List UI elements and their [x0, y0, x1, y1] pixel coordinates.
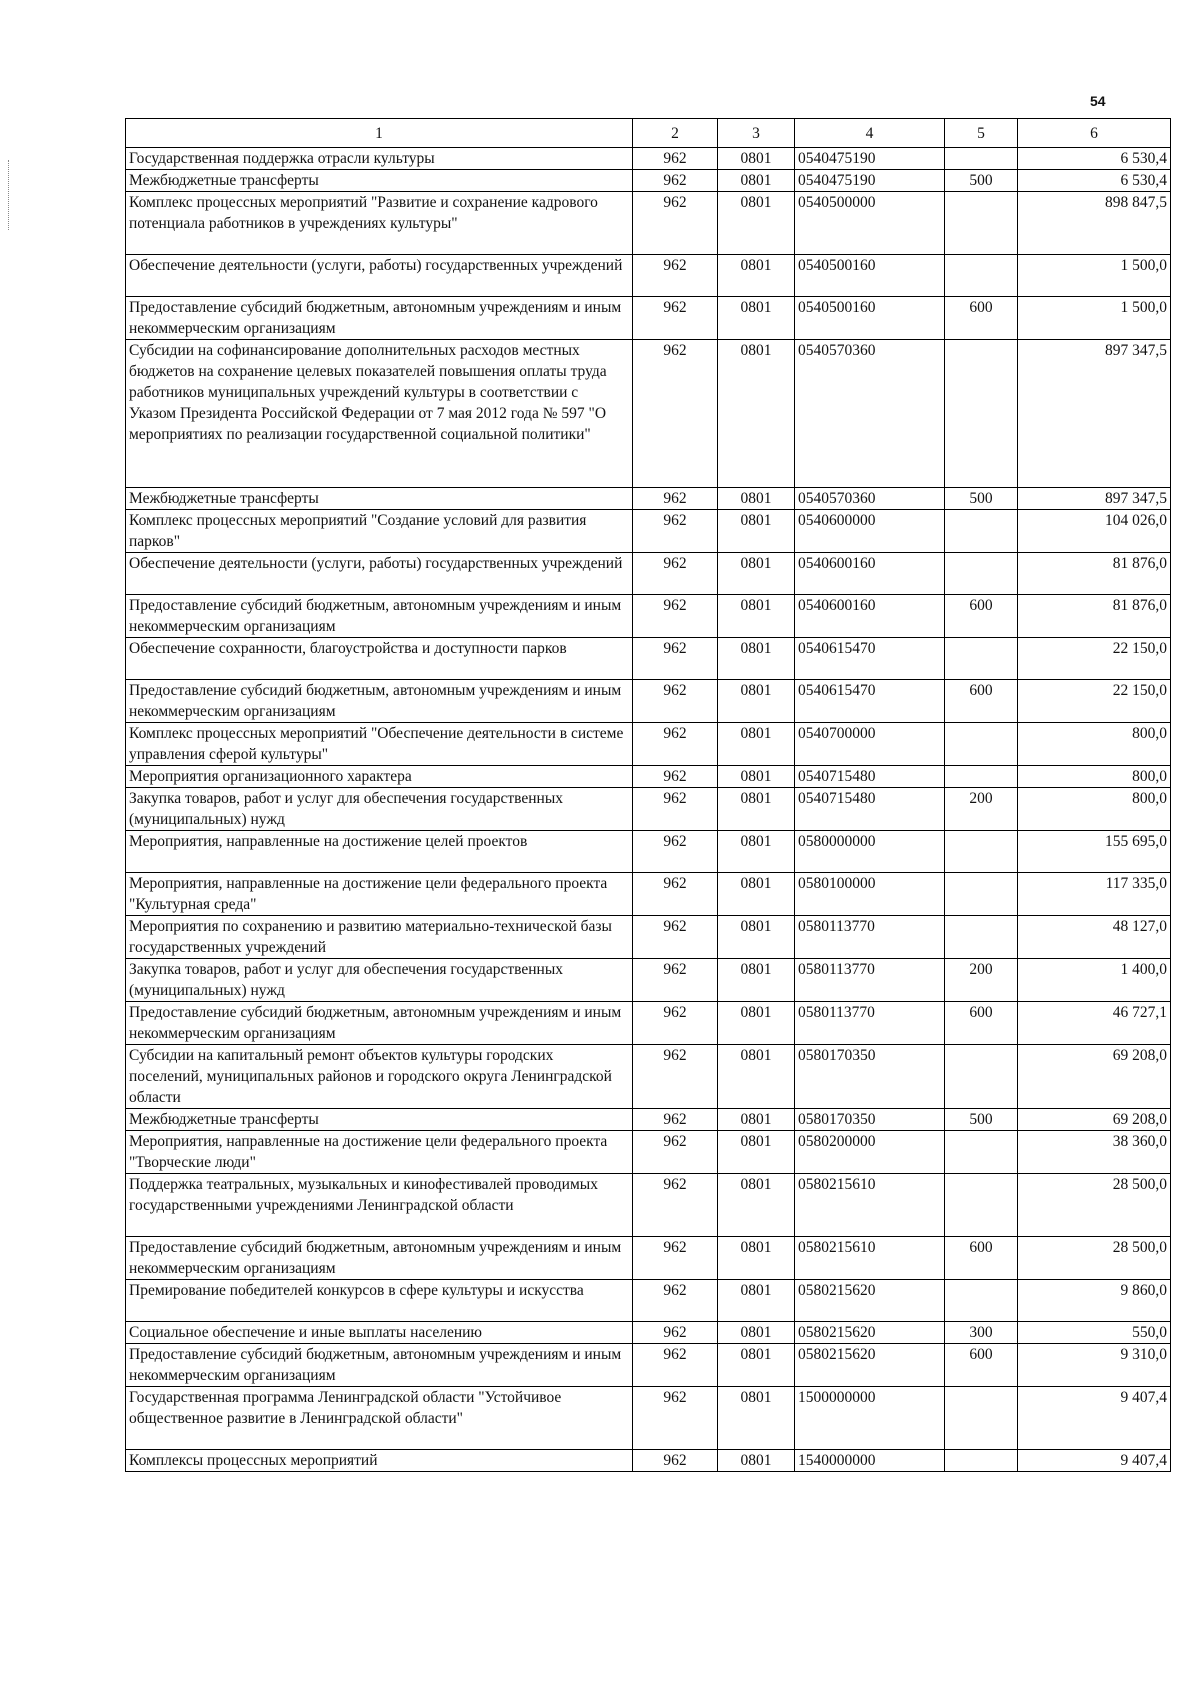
grbs-cell: 962 — [633, 638, 718, 680]
table-row — [126, 170, 1171, 192]
row-name-cell: Мероприятия организационного характера — [126, 766, 633, 788]
target-code-cell: 0540500000 — [795, 192, 945, 255]
target-code-cell: 0540615470 — [795, 680, 945, 723]
amount-cell: 550,0 — [1018, 1322, 1171, 1344]
table-row — [126, 1045, 1171, 1109]
target-code-cell: 0540475190 — [795, 148, 945, 170]
expense-type-cell — [945, 916, 1018, 959]
target-code-cell: 0540715480 — [795, 766, 945, 788]
table-row — [126, 831, 1171, 873]
target-code-cell: 0540700000 — [795, 723, 945, 766]
grbs-cell: 962 — [633, 192, 718, 255]
expense-type-cell: 600 — [945, 680, 1018, 723]
expense-type-cell — [945, 553, 1018, 595]
target-code-cell: 0540475190 — [795, 170, 945, 192]
amount-cell: 46 727,1 — [1018, 1002, 1171, 1045]
table-row — [126, 553, 1171, 595]
expense-type-cell: 200 — [945, 959, 1018, 1002]
grbs-cell: 962 — [633, 959, 718, 1002]
amount-cell: 81 876,0 — [1018, 595, 1171, 638]
expense-type-cell — [945, 1450, 1018, 1472]
grbs-cell: 962 — [633, 1174, 718, 1237]
target-code-cell: 0580170350 — [795, 1109, 945, 1131]
expense-type-cell — [945, 1174, 1018, 1237]
target-code-cell: 0540500160 — [795, 297, 945, 340]
grbs-cell: 962 — [633, 255, 718, 297]
row-name-cell: Межбюджетные трансферты — [126, 170, 633, 192]
expense-type-cell — [945, 1131, 1018, 1174]
grbs-cell: 962 — [633, 1322, 718, 1344]
table-row — [126, 638, 1171, 680]
amount-cell: 28 500,0 — [1018, 1174, 1171, 1237]
row-name-cell: Обеспечение деятельности (услуги, работы) государственных учреждений — [126, 553, 633, 595]
grbs-cell: 962 — [633, 1131, 718, 1174]
section-cell: 0801 — [718, 1174, 795, 1237]
row-name-cell: Обеспечение сохранности, благоустройства и доступности парков — [126, 638, 633, 680]
row-name-cell: Мероприятия, направленные на достижение цели федерального проекта "Творческие люди" — [126, 1131, 633, 1174]
amount-cell: 28 500,0 — [1018, 1237, 1171, 1280]
table-row — [126, 192, 1171, 255]
table-row — [126, 1344, 1171, 1387]
column-header: 4 — [795, 119, 945, 148]
target-code-cell: 0540600000 — [795, 510, 945, 553]
target-code-cell: 0540600160 — [795, 553, 945, 595]
grbs-cell: 962 — [633, 1344, 718, 1387]
grbs-cell: 962 — [633, 723, 718, 766]
section-cell: 0801 — [718, 831, 795, 873]
target-code-cell: 0580100000 — [795, 873, 945, 916]
table-row — [126, 510, 1171, 553]
amount-cell: 6 530,4 — [1018, 170, 1171, 192]
grbs-cell: 962 — [633, 1450, 718, 1472]
table-row — [126, 723, 1171, 766]
row-name-cell: Поддержка театральных, музыкальных и кинофестивалей проводимых государственными учреждениями Ленинградской области — [126, 1174, 633, 1237]
amount-cell: 800,0 — [1018, 766, 1171, 788]
target-code-cell: 0580215620 — [795, 1280, 945, 1322]
grbs-cell: 962 — [633, 1280, 718, 1322]
amount-cell: 69 208,0 — [1018, 1045, 1171, 1109]
grbs-cell: 962 — [633, 680, 718, 723]
column-header: 6 — [1018, 119, 1171, 148]
expense-type-cell: 600 — [945, 297, 1018, 340]
row-name-cell: Комплекс процессных мероприятий "Развитие и сохранение кадрового потенциала работников в учреждениях культуры" — [126, 192, 633, 255]
table-row — [126, 255, 1171, 297]
amount-cell: 155 695,0 — [1018, 831, 1171, 873]
amount-cell: 1 500,0 — [1018, 297, 1171, 340]
expense-type-cell: 200 — [945, 788, 1018, 831]
table-row — [126, 1131, 1171, 1174]
expense-type-cell: 500 — [945, 1109, 1018, 1131]
section-cell: 0801 — [718, 488, 795, 510]
section-cell: 0801 — [718, 170, 795, 192]
amount-cell: 800,0 — [1018, 723, 1171, 766]
expense-type-cell: 300 — [945, 1322, 1018, 1344]
row-name-cell: Субсидии на софинансирование дополнительных расходов местных бюджетов на сохранение целевых показателей повышения оплаты труда работников муниципальных учреждений культуры в соответствии с Указом Президента Российской Федерации от 7 мая 2012 года № 597 "О мероприятиях по реализации государственной социальной политики" — [126, 340, 633, 488]
row-name-cell: Премирование победителей конкурсов в сфере культуры и искусства — [126, 1280, 633, 1322]
row-name-cell: Мероприятия, направленные на достижение цели федерального проекта "Культурная среда" — [126, 873, 633, 916]
section-cell: 0801 — [718, 510, 795, 553]
amount-cell: 800,0 — [1018, 788, 1171, 831]
amount-cell: 1 400,0 — [1018, 959, 1171, 1002]
grbs-cell: 962 — [633, 1237, 718, 1280]
expense-type-cell: 500 — [945, 488, 1018, 510]
expense-type-cell: 600 — [945, 595, 1018, 638]
table-row — [126, 873, 1171, 916]
row-name-cell: Предоставление субсидий бюджетным, автономным учреждениям и иным некоммерческим организациям — [126, 1344, 633, 1387]
section-cell: 0801 — [718, 192, 795, 255]
table-row — [126, 488, 1171, 510]
target-code-cell: 1500000000 — [795, 1387, 945, 1450]
section-cell: 0801 — [718, 1387, 795, 1450]
amount-cell: 22 150,0 — [1018, 680, 1171, 723]
expense-type-cell — [945, 255, 1018, 297]
grbs-cell: 962 — [633, 148, 718, 170]
section-cell: 0801 — [718, 1344, 795, 1387]
amount-cell: 9 310,0 — [1018, 1344, 1171, 1387]
amount-cell: 6 530,4 — [1018, 148, 1171, 170]
row-name-cell: Предоставление субсидий бюджетным, автономным учреждениям и иным некоммерческим организациям — [126, 680, 633, 723]
table-row — [126, 1450, 1171, 1472]
amount-cell: 104 026,0 — [1018, 510, 1171, 553]
section-cell: 0801 — [718, 1002, 795, 1045]
expense-type-cell — [945, 873, 1018, 916]
section-cell: 0801 — [718, 1450, 795, 1472]
section-cell: 0801 — [718, 1280, 795, 1322]
expense-type-cell — [945, 1280, 1018, 1322]
grbs-cell: 962 — [633, 873, 718, 916]
grbs-cell: 962 — [633, 1109, 718, 1131]
table-body — [126, 148, 1171, 1472]
amount-cell: 117 335,0 — [1018, 873, 1171, 916]
section-cell: 0801 — [718, 595, 795, 638]
target-code-cell: 0540570360 — [795, 488, 945, 510]
section-cell: 0801 — [718, 680, 795, 723]
margin-scan-marks — [8, 160, 11, 230]
table-row — [126, 766, 1171, 788]
target-code-cell: 0580113770 — [795, 916, 945, 959]
column-header: 3 — [718, 119, 795, 148]
amount-cell: 48 127,0 — [1018, 916, 1171, 959]
table-row — [126, 788, 1171, 831]
row-name-cell: Обеспечение деятельности (услуги, работы) государственных учреждений — [126, 255, 633, 297]
section-cell: 0801 — [718, 1237, 795, 1280]
grbs-cell: 962 — [633, 1045, 718, 1109]
grbs-cell: 962 — [633, 831, 718, 873]
grbs-cell: 962 — [633, 916, 718, 959]
section-cell: 0801 — [718, 873, 795, 916]
row-name-cell: Субсидии на капитальный ремонт объектов культуры городских поселений, муниципальных районов и городского округа Ленинградской области — [126, 1045, 633, 1109]
table-row — [126, 959, 1171, 1002]
target-code-cell: 0580113770 — [795, 959, 945, 1002]
grbs-cell: 962 — [633, 1002, 718, 1045]
section-cell: 0801 — [718, 959, 795, 1002]
target-code-cell: 0540615470 — [795, 638, 945, 680]
expense-type-cell: 600 — [945, 1344, 1018, 1387]
table-row — [126, 297, 1171, 340]
expense-type-cell — [945, 1045, 1018, 1109]
section-cell: 0801 — [718, 1045, 795, 1109]
table-row — [126, 1002, 1171, 1045]
row-name-cell: Предоставление субсидий бюджетным, автономным учреждениям и иным некоммерческим организациям — [126, 297, 633, 340]
target-code-cell: 0580170350 — [795, 1045, 945, 1109]
row-name-cell: Комплекс процессных мероприятий "Создание условий для развития парков" — [126, 510, 633, 553]
table-row — [126, 1109, 1171, 1131]
amount-cell: 897 347,5 — [1018, 340, 1171, 488]
target-code-cell: 1540000000 — [795, 1450, 945, 1472]
row-name-cell: Предоставление субсидий бюджетным, автономным учреждениям и иным некоммерческим организациям — [126, 595, 633, 638]
row-name-cell: Комплексы процессных мероприятий — [126, 1450, 633, 1472]
grbs-cell: 962 — [633, 788, 718, 831]
grbs-cell: 962 — [633, 170, 718, 192]
target-code-cell: 0580215610 — [795, 1174, 945, 1237]
amount-cell: 9 407,4 — [1018, 1450, 1171, 1472]
section-cell: 0801 — [718, 297, 795, 340]
column-header: 1 — [126, 119, 633, 148]
table-row — [126, 916, 1171, 959]
section-cell: 0801 — [718, 788, 795, 831]
row-name-cell: Межбюджетные трансферты — [126, 1109, 633, 1131]
section-cell: 0801 — [718, 723, 795, 766]
target-code-cell: 0540570360 — [795, 340, 945, 488]
amount-cell: 898 847,5 — [1018, 192, 1171, 255]
column-header: 2 — [633, 119, 718, 148]
grbs-cell: 962 — [633, 340, 718, 488]
target-code-cell: 0580000000 — [795, 831, 945, 873]
section-cell: 0801 — [718, 1109, 795, 1131]
row-name-cell: Предоставление субсидий бюджетным, автономным учреждениям и иным некоммерческим организациям — [126, 1002, 633, 1045]
target-code-cell: 0580215610 — [795, 1237, 945, 1280]
section-cell: 0801 — [718, 255, 795, 297]
amount-cell: 9 407,4 — [1018, 1387, 1171, 1450]
row-name-cell: Социальное обеспечение и иные выплаты населению — [126, 1322, 633, 1344]
row-name-cell: Мероприятия по сохранению и развитию материально-технической базы государственных учреждений — [126, 916, 633, 959]
table-row — [126, 1280, 1171, 1322]
section-cell: 0801 — [718, 553, 795, 595]
table-header-row — [126, 119, 1171, 148]
target-code-cell: 0540600160 — [795, 595, 945, 638]
target-code-cell: 0580200000 — [795, 1131, 945, 1174]
table-row — [126, 680, 1171, 723]
grbs-cell: 962 — [633, 1387, 718, 1450]
target-code-cell: 0580215620 — [795, 1322, 945, 1344]
grbs-cell: 962 — [633, 297, 718, 340]
expense-type-cell — [945, 340, 1018, 488]
column-header: 5 — [945, 119, 1018, 148]
section-cell: 0801 — [718, 148, 795, 170]
section-cell: 0801 — [718, 916, 795, 959]
page-number: 54 — [1090, 93, 1106, 109]
row-name-cell: Мероприятия, направленные на достижение целей проектов — [126, 831, 633, 873]
grbs-cell: 962 — [633, 595, 718, 638]
expense-type-cell — [945, 192, 1018, 255]
row-name-cell: Закупка товаров, работ и услуг для обеспечения государственных (муниципальных) нужд — [126, 788, 633, 831]
budget-table — [125, 118, 1171, 1472]
table-row — [126, 148, 1171, 170]
grbs-cell: 962 — [633, 553, 718, 595]
row-name-cell: Межбюджетные трансферты — [126, 488, 633, 510]
amount-cell: 38 360,0 — [1018, 1131, 1171, 1174]
amount-cell: 897 347,5 — [1018, 488, 1171, 510]
expense-type-cell — [945, 766, 1018, 788]
table-row — [126, 1322, 1171, 1344]
expense-type-cell — [945, 723, 1018, 766]
target-code-cell: 0540715480 — [795, 788, 945, 831]
grbs-cell: 962 — [633, 510, 718, 553]
table-row — [126, 1174, 1171, 1237]
table-row — [126, 1387, 1171, 1450]
section-cell: 0801 — [718, 340, 795, 488]
table-row — [126, 595, 1171, 638]
section-cell: 0801 — [718, 766, 795, 788]
expense-type-cell — [945, 148, 1018, 170]
row-name-cell: Закупка товаров, работ и услуг для обеспечения государственных (муниципальных) нужд — [126, 959, 633, 1002]
row-name-cell: Государственная программа Ленинградской области "Устойчивое общественное развитие в Ленинградской области" — [126, 1387, 633, 1450]
section-cell: 0801 — [718, 638, 795, 680]
grbs-cell: 962 — [633, 766, 718, 788]
expense-type-cell — [945, 1387, 1018, 1450]
expense-type-cell — [945, 638, 1018, 680]
table-row — [126, 1237, 1171, 1280]
amount-cell: 9 860,0 — [1018, 1280, 1171, 1322]
row-name-cell: Предоставление субсидий бюджетным, автономным учреждениям и иным некоммерческим организациям — [126, 1237, 633, 1280]
section-cell: 0801 — [718, 1322, 795, 1344]
amount-cell: 22 150,0 — [1018, 638, 1171, 680]
amount-cell: 1 500,0 — [1018, 255, 1171, 297]
amount-cell: 81 876,0 — [1018, 553, 1171, 595]
expense-type-cell — [945, 831, 1018, 873]
expense-type-cell: 600 — [945, 1002, 1018, 1045]
table-row — [126, 340, 1171, 488]
section-cell: 0801 — [718, 1131, 795, 1174]
amount-cell: 69 208,0 — [1018, 1109, 1171, 1131]
expense-type-cell — [945, 510, 1018, 553]
target-code-cell: 0540500160 — [795, 255, 945, 297]
row-name-cell: Комплекс процессных мероприятий "Обеспечение деятельности в системе управления сферой культуры" — [126, 723, 633, 766]
grbs-cell: 962 — [633, 488, 718, 510]
target-code-cell: 0580113770 — [795, 1002, 945, 1045]
expense-type-cell: 500 — [945, 170, 1018, 192]
row-name-cell: Государственная поддержка отрасли культуры — [126, 148, 633, 170]
target-code-cell: 0580215620 — [795, 1344, 945, 1387]
expense-type-cell: 600 — [945, 1237, 1018, 1280]
